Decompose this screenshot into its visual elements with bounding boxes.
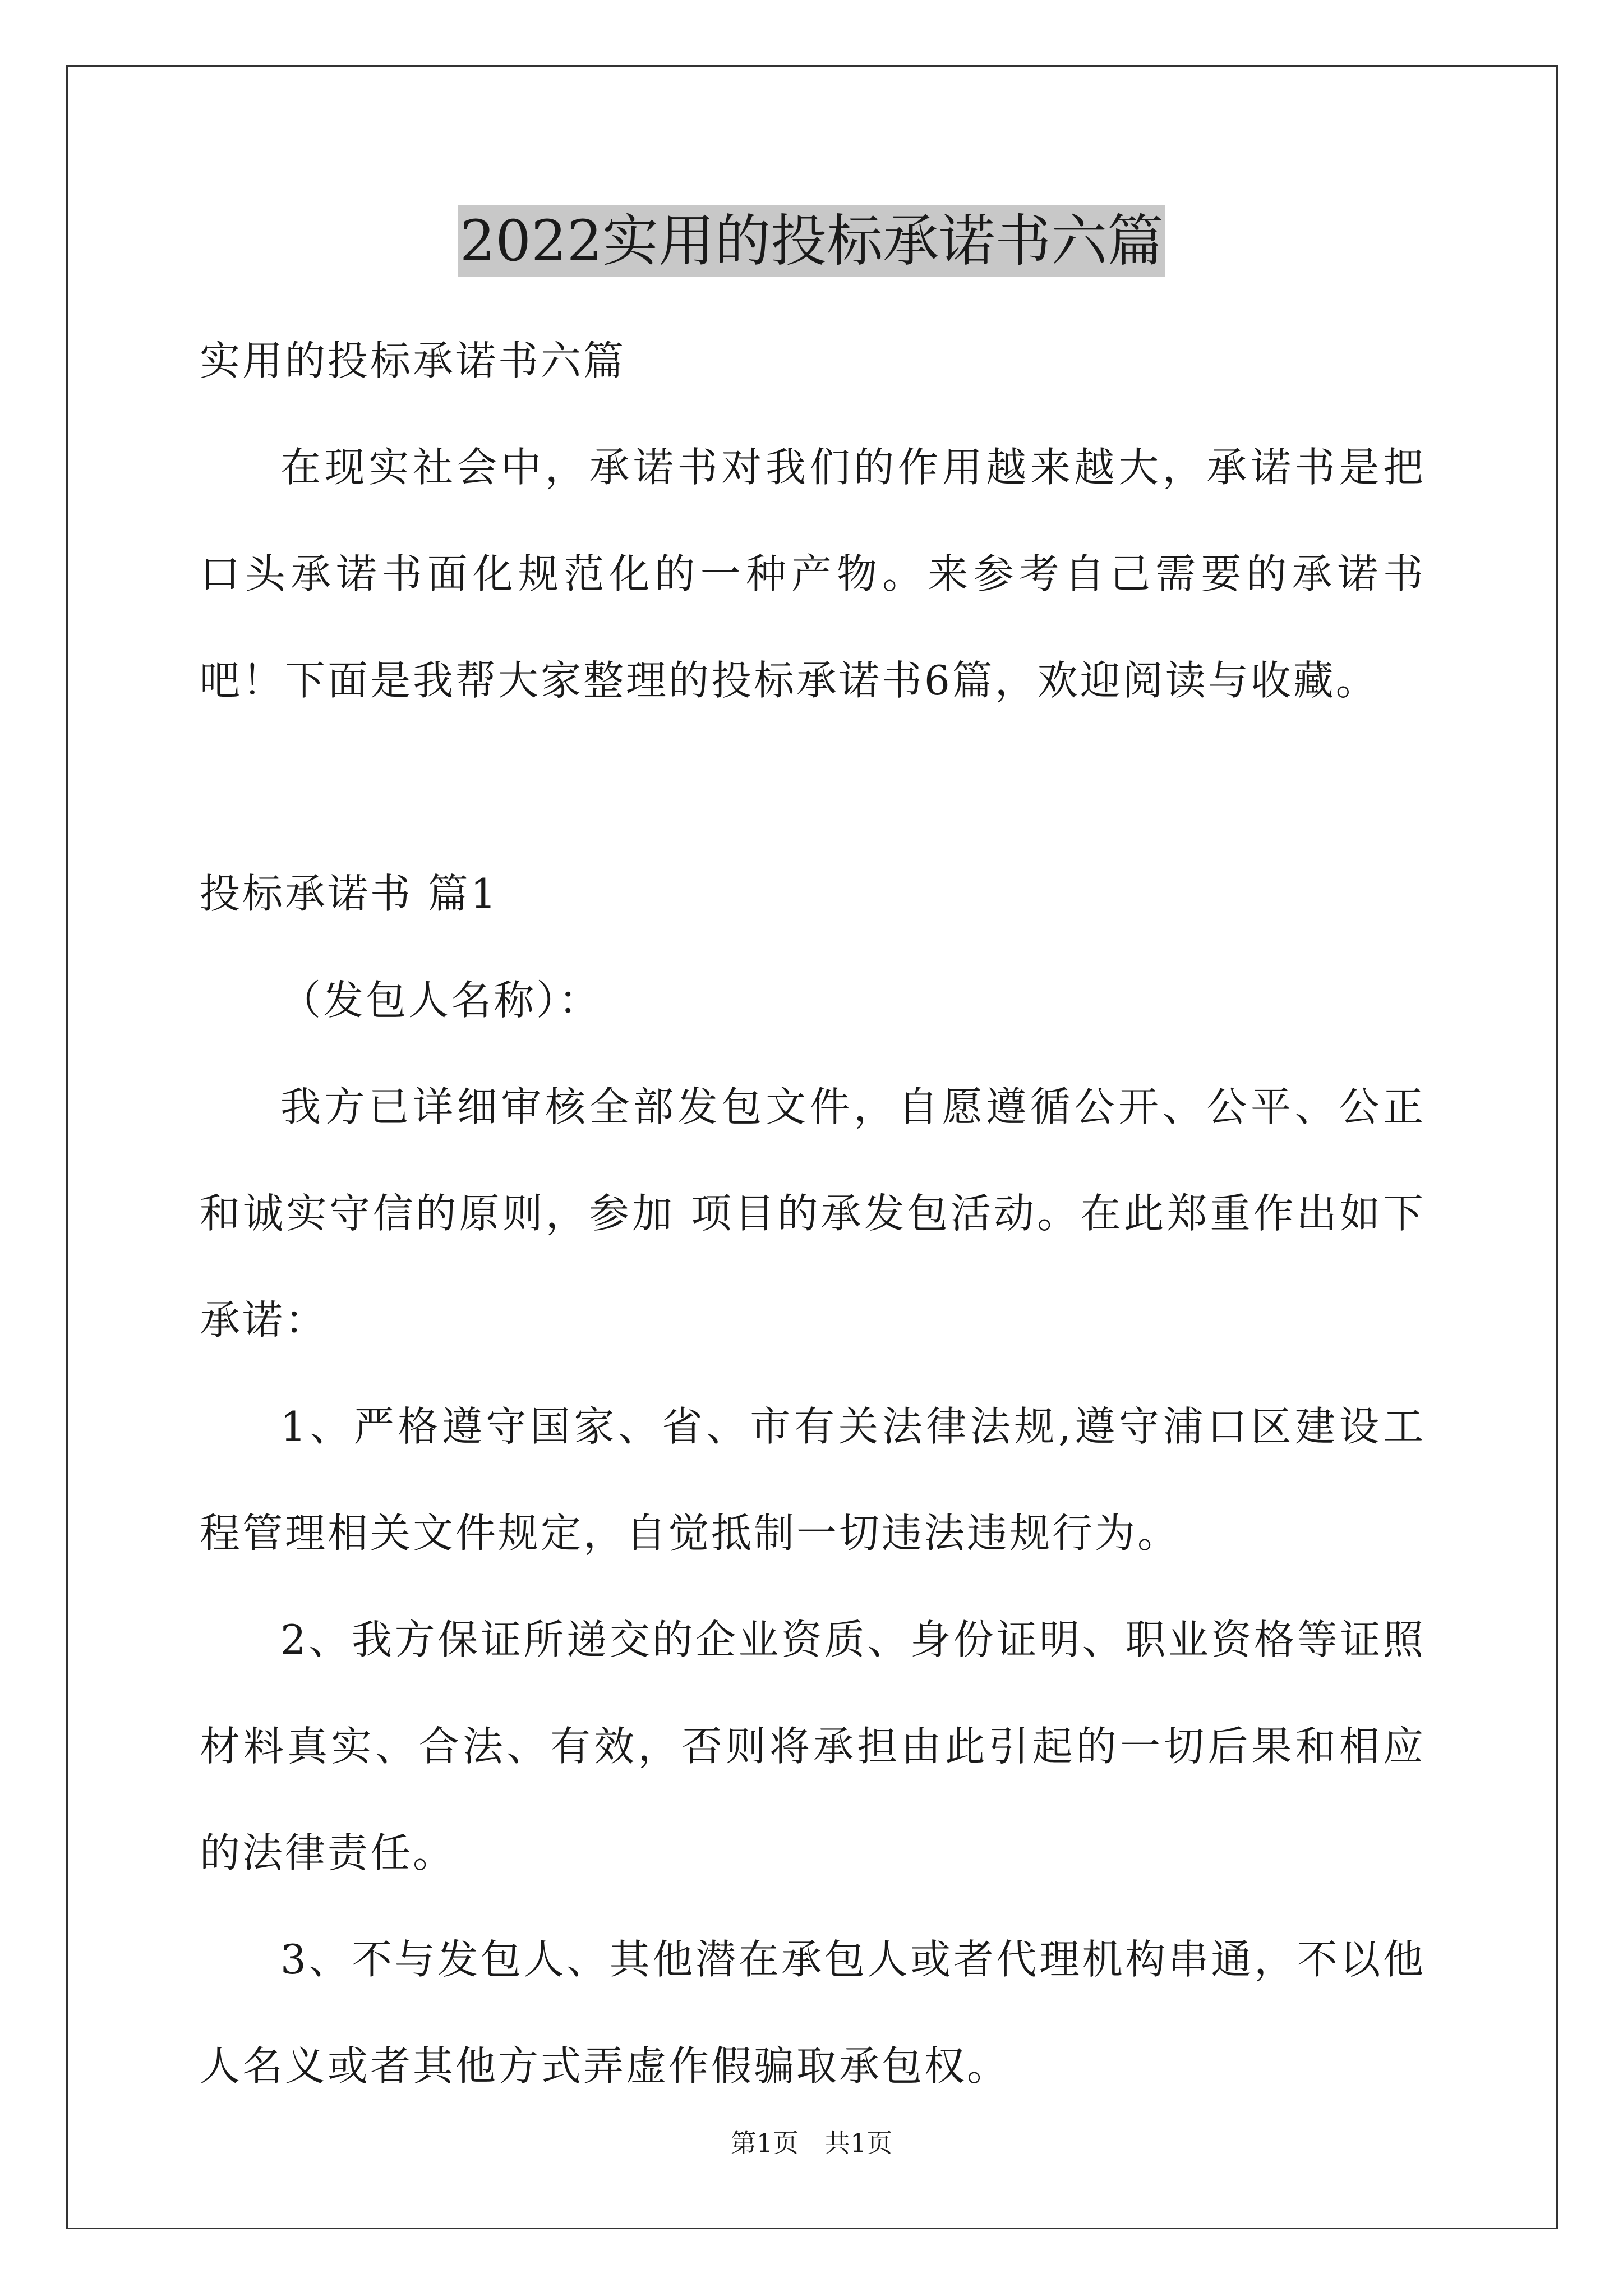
document-title: [0, 202, 1623, 280]
body-paragraph-item-1: 1、严格遵守国家、省、市有关法律法规,遵守浦口区建设工程管理相关文件规定，自觉抵制一切违法违规行为。: [200, 1403, 1426, 1557]
intro-paragraph: 在现实社会中，承诺书对我们的作用越来越大，承诺书是把口头承诺书面化规范化的一种产物。来参考自己需要的承诺书吧！下面是我帮大家整理的投标承诺书6篇，欢迎阅读与收藏。: [200, 444, 1426, 704]
body-paragraph-item-3: 3、不与发包人、其他潜在承包人或者代理机构串通，不以他人名义或者其他方式弄虚作假骗取承包权。: [200, 1936, 1426, 2090]
body-paragraph-item-2: 2、我方保证所递交的企业资质、身份证明、职业资格等证照材料真实、合法、有效，否则将承担由此引起的一切后果和相应的法律责任。: [200, 1616, 1426, 1876]
document-body: [200, 307, 1426, 2119]
body-paragraph-commitment: 我方已详细审核全部发包文件，自愿遵循公开、公平、公正和诚实守信的原则，参加 项目的承发包活动。在此郑重作出如下承诺：: [200, 1083, 1426, 1343]
document-title-text: 2022实用的投标承诺书六篇: [458, 205, 1166, 277]
spacer: [200, 734, 1426, 840]
page-number: 第1页 共1页: [730, 2128, 893, 2158]
page-footer: [0, 2126, 1623, 2160]
section-heading: 投标承诺书 篇1: [200, 870, 499, 917]
addressee-line: （发包人名称）：: [280, 977, 602, 1024]
document-subtitle: 实用的投标承诺书六篇: [200, 337, 626, 384]
